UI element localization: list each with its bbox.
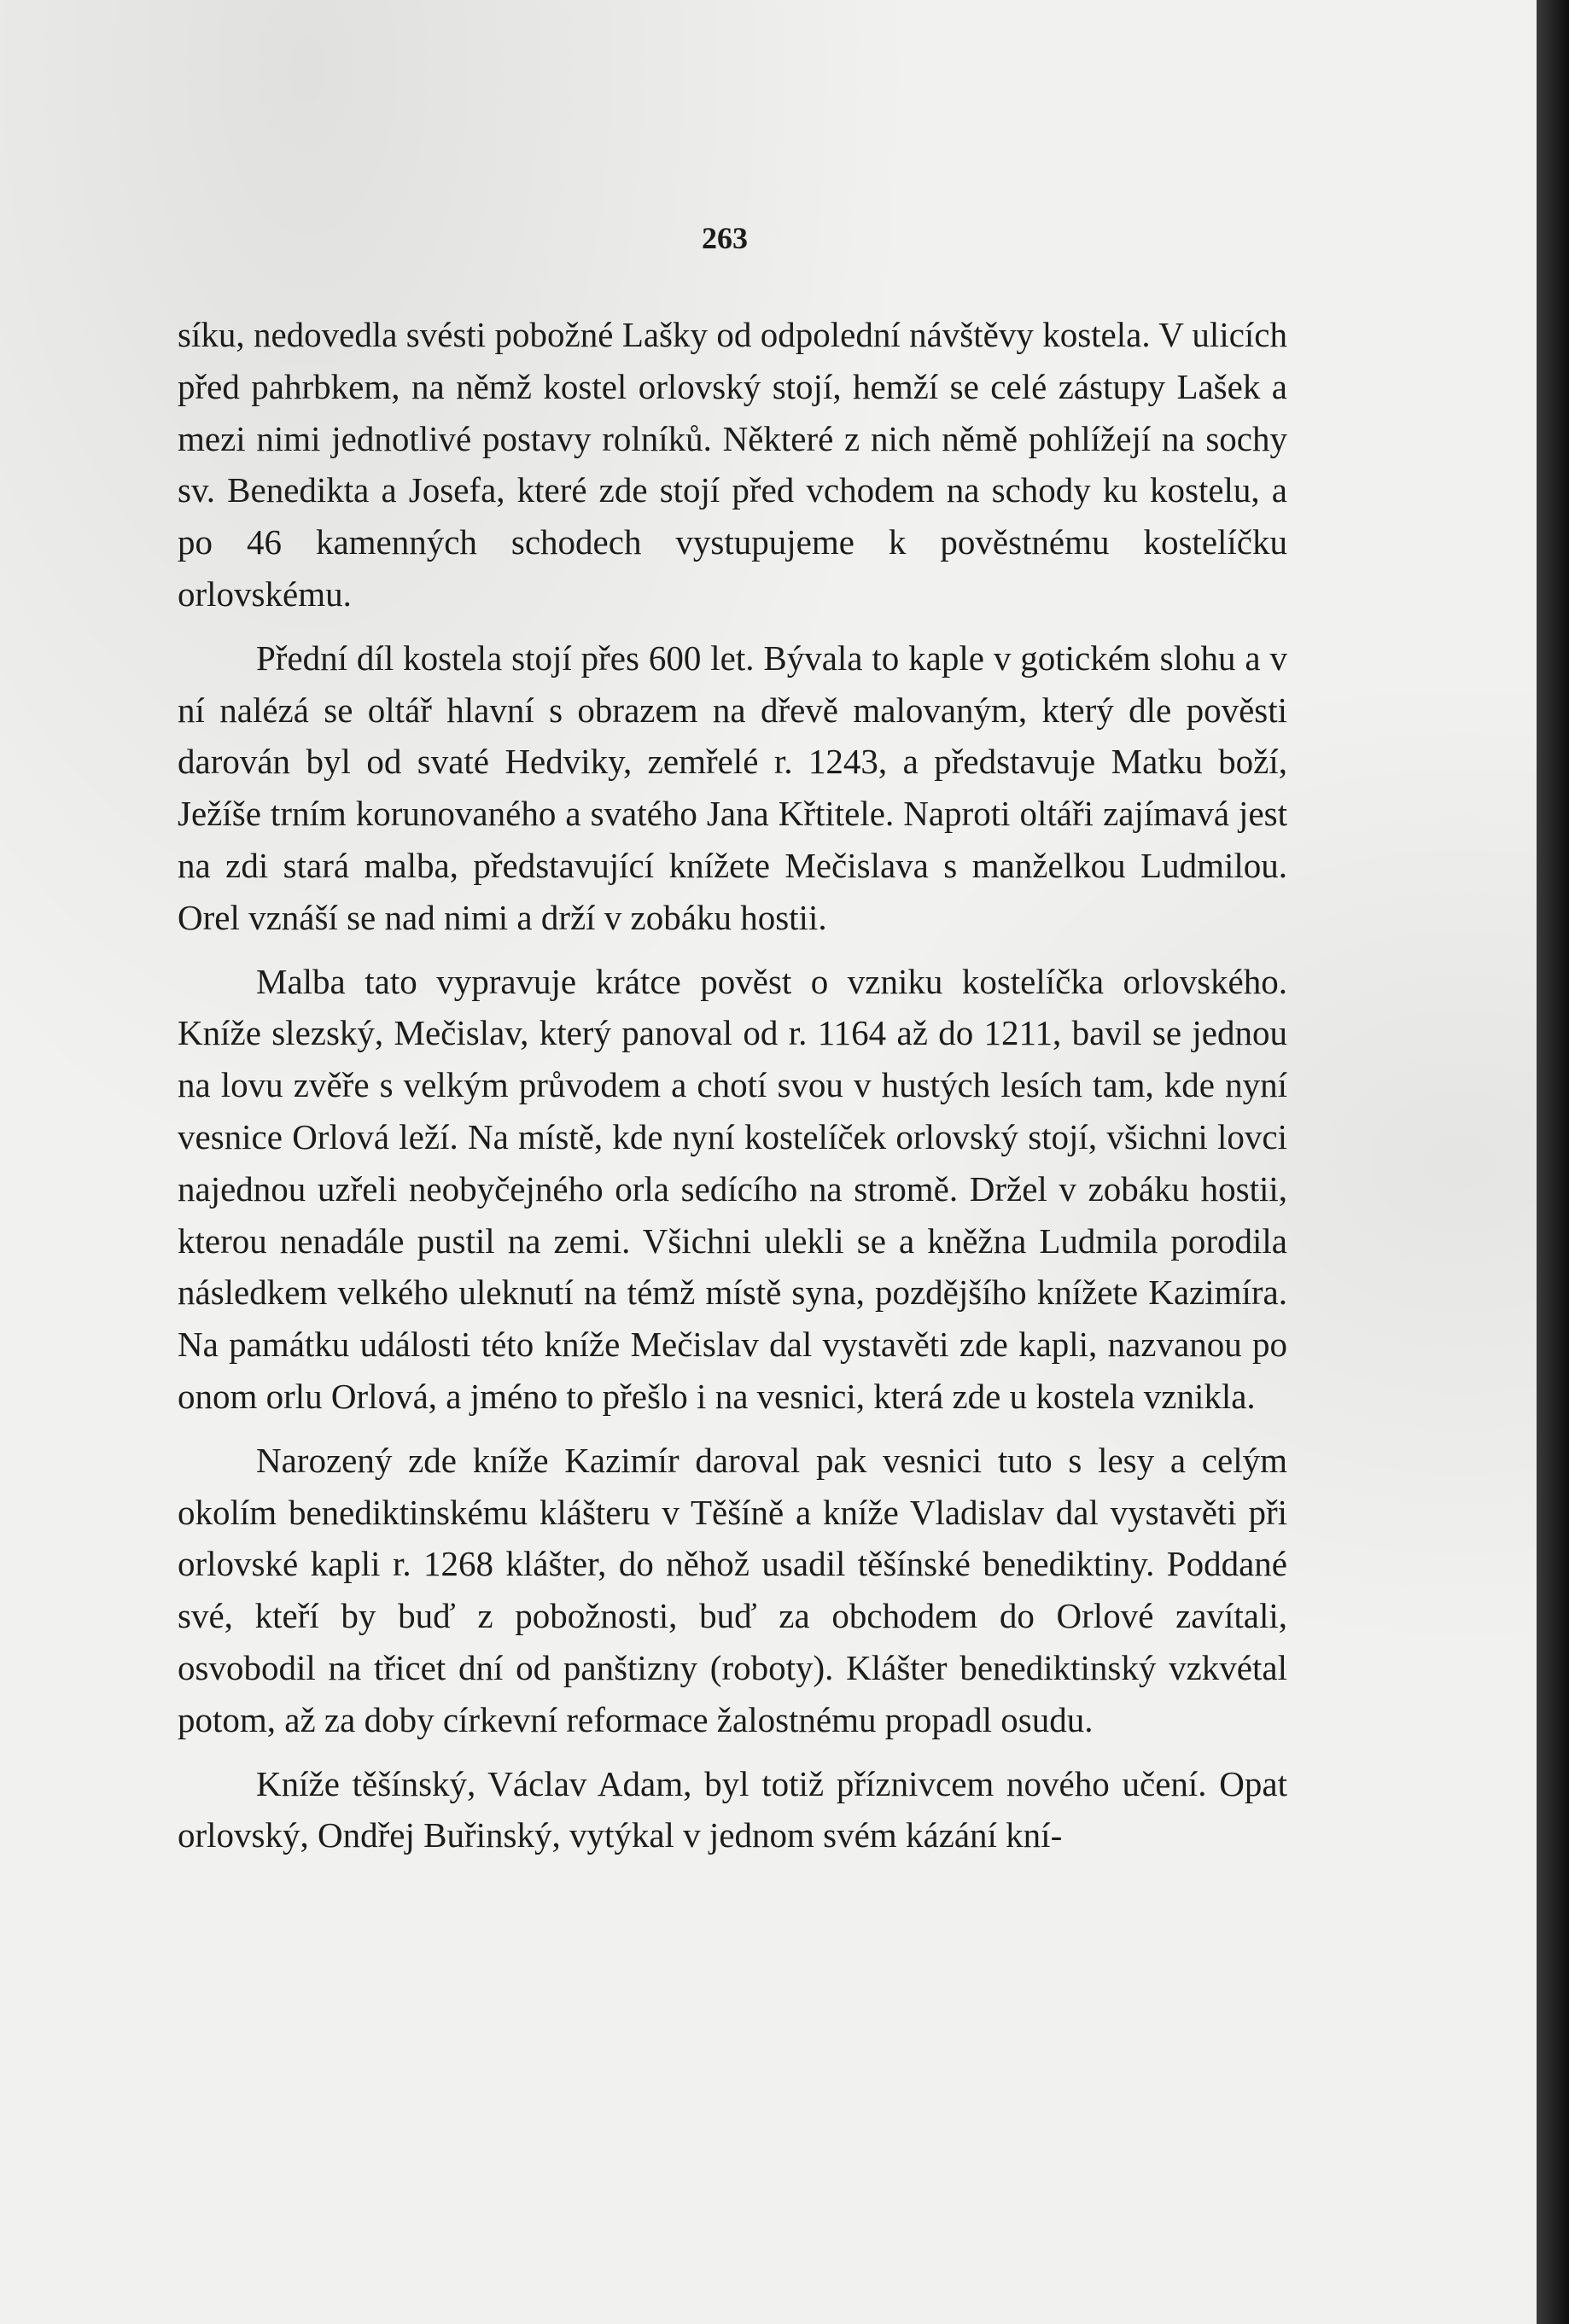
- paragraph-3: Malba tato vypravuje krátce pověst o vzniku kostelíčka orlovského. Kníže slezský, Mečislav, který panoval od r. 1164 až do 1211, bavil se jednou na lovu zvěře s velkým průvodem a chotí svou v hustých lesích tam, kde nyní vesnice Orlová leží. Na místě, kde nyní kostelíček orlovský stojí, všichni lovci najednou uzřeli neobyčejného orla sedícího na stromě. Držel v zobáku hostii, kterou nenadále pustil na zemi. Všichni ulekli se a kněžna Ludmila porodila následkem velkého uleknutí na témž místě syna, pozdějšího knížete Kazimíra. Na památku události této kníže Mečislav dal vystavěti zde kapli, nazvanou po onom orlu Orlová, a jméno to přešlo i na vesnici, která zde u kostela vznikla.: [178, 961, 1287, 1416]
- paragraph-1: síku, nedovedla svésti pobožné Lašky od odpolední návštěvy kostela. V ulicích před pahrbkem, na němž kostel orlovský stojí, hemží se celé zástupy Lašek a mezi nimi jednotlivé postavy rolníků. Některé z nich němě pohlížejí na sochy sv. Benedikta a Josefa, které zde stojí před vchodem na schody ku kostelu, a po 46 kamenných schodech vystupujeme k pověstnému kostelíčku orlovskému.: [178, 315, 1287, 614]
- paragraph-2: Přední díl kostela stojí přes 600 let. Bývala to kaple v gotickém slohu a v ní nalézá se oltář hlavní s obrazem na dřevě malovaným, který dle pověsti darován byl od svaté Hedviky, zemřelé r. 1243, a představuje Matku boží, Ježíše trním korunovaného a svatého Jana Křtitele. Naproti oltáři zajímavá jest na zdi stará malba, představující knížete Mečislava s manželkou Ludmilou. Orel vznáší se nad nimi a drží v zobáku hostii.: [178, 638, 1287, 937]
- page-text: [178, 309, 1287, 1873]
- page-edge-shadow: [1537, 0, 1569, 2324]
- paragraph-5: Kníže těšínský, Václav Adam, byl totiž příznivcem nového učení. Opat orlovský, Ondřej Buřinský, vytýkal v jednom svém kázání kní-: [178, 1763, 1287, 1855]
- paragraph-4: Narozený zde kníže Kazimír daroval pak vesnici tuto s lesy a celým okolím benediktinskému klášteru v Těšíně a kníže Vladislav dal vystavěti při orlovské kapli r. 1268 klášter, do něhož usadil těšínské benediktiny. Poddané své, kteří by buď z pobožnosti, buď za obchodem do Orlové zavítali, osvobodil na třicet dní od panštizny (roboty). Klášter benediktinský vzkvétal potom, až za doby církevní reformace žalostnému propadl osudu.: [178, 1440, 1287, 1739]
- page-number: 263: [702, 221, 748, 255]
